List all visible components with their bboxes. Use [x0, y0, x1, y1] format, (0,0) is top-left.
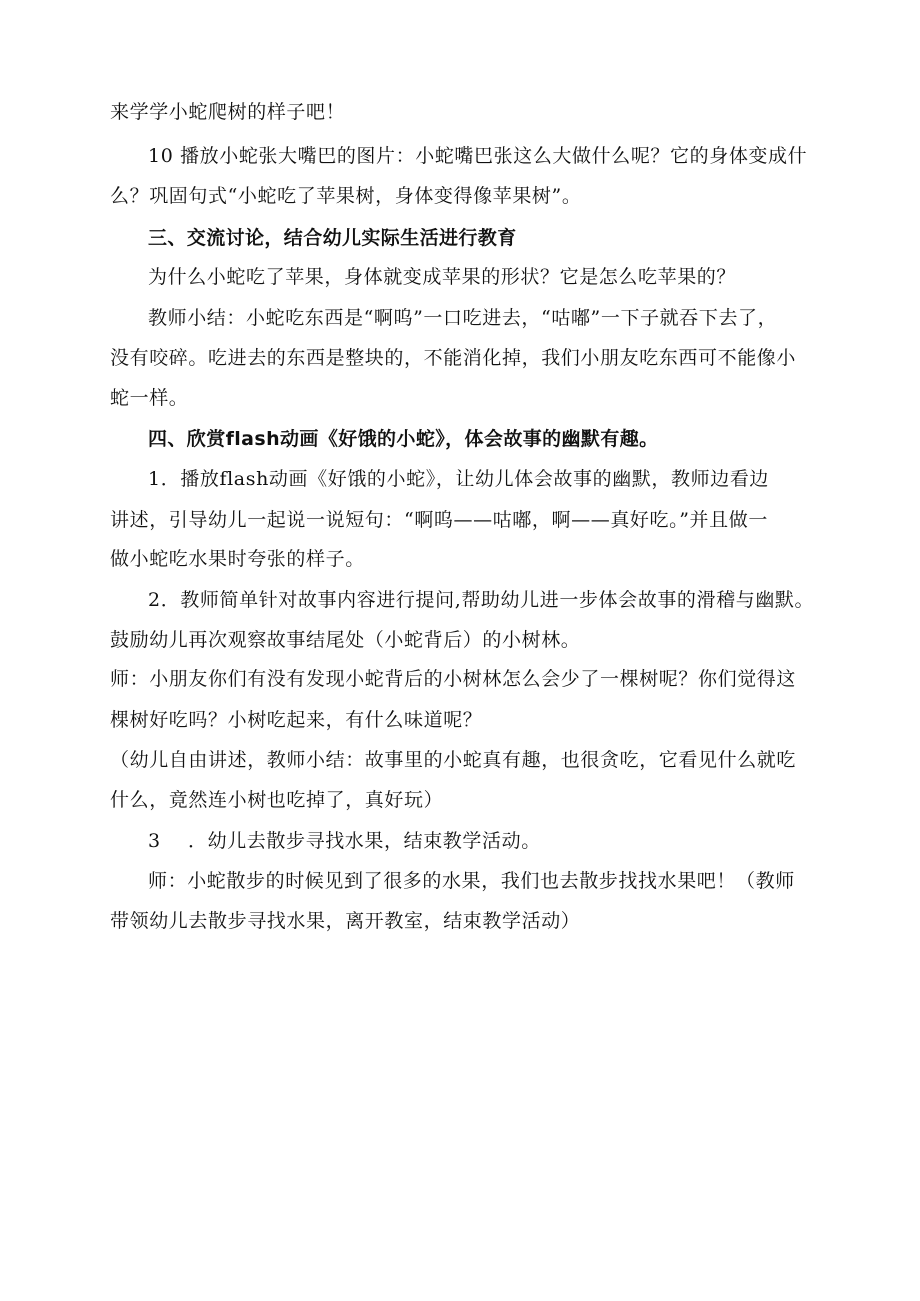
step-3-number: 3: [148, 830, 161, 852]
text-line: 为什么小蛇吃了苹果，身体就变成苹果的形状？它是怎么吃苹果的？: [148, 266, 737, 288]
text-line: 来学学小蛇爬树的样子吧！: [110, 101, 346, 123]
teacher-line: 师：小蛇散步的时候见到了很多的水果，我们也去散步找找水果吧！（教师: [148, 870, 795, 892]
text-line: 带领幼儿去散步寻找水果，离开教室，结束教学活动）: [110, 910, 581, 932]
text-line: 鼓励幼儿再次观察故事结尾处（小蛇背后）的小树林。: [110, 629, 581, 651]
text-line: 蛇一样。: [110, 387, 189, 409]
text-line: 棵树好吃吗？小树吃起来，有什么味道呢？: [110, 709, 483, 731]
text-line: 没有咬碎。吃进去的东西是整块的，不能消化掉，我们小朋友吃东西可不能像小: [110, 347, 797, 369]
text-line: 么？巩固句式“小蛇吃了苹果树，身体变得像苹果树”。: [110, 185, 582, 207]
step-3-line: [148, 829, 541, 853]
section-heading-4: 四、欣赏flash动画《好饿的小蛇》，体会故事的幽默有趣。: [148, 428, 659, 450]
step-10-line: 10 播放小蛇张大嘴巴的图片：小蛇嘴巴张这么大做什么呢？它的身体变成什: [148, 145, 808, 167]
text-line: 讲述，引导幼儿一起说一说短句：“啊呜——咕嘟，啊——真好吃。”并且做一: [110, 509, 768, 531]
step-3-text: ．幼儿去散步寻找水果，结束教学活动。: [188, 830, 541, 852]
teacher-summary-line: 教师小结：小蛇吃东西是“啊呜”一口吃进去，“咕嘟”一下子就吞下去了，: [148, 307, 778, 329]
teacher-question-line: 师：小朋友你们有没有发现小蛇背后的小树林怎么会少了一棵树呢？你们觉得这: [110, 668, 797, 690]
step-1-line: 1．播放flash动画《好饿的小蛇》，让幼儿体会故事的幽默，教师边看边: [148, 468, 770, 490]
text-line: 什么，竟然连小树也吃掉了，真好玩）: [110, 789, 444, 811]
text-line: （幼儿自由讲述，教师小结：故事里的小蛇真有趣，也很贪吃，它看见什么就吃: [110, 749, 797, 771]
section-heading-3: 三、交流讨论，结合幼儿实际生活进行教育: [148, 227, 517, 249]
step-2-line: 2．教师简单针对故事内容进行提问,帮助幼儿进一步体会故事的滑稽与幽默。: [148, 589, 815, 611]
text-line: 做小蛇吃水果时夸张的样子。: [110, 548, 365, 570]
